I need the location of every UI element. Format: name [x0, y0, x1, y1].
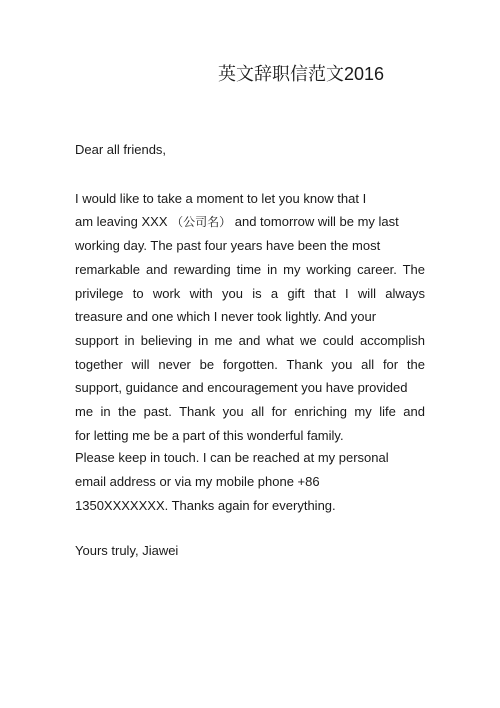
salutation: Dear all friends, — [75, 142, 167, 157]
body-line-2-part-c: and tomorrow will be my last — [231, 214, 399, 229]
body-line-5: privilege to work with you is a gift that I will always — [75, 286, 425, 301]
body-line-3: working day. The past four years have been the most — [75, 238, 381, 253]
body-line-10: me in the past. Thank you all for enriching my life and — [75, 404, 425, 419]
body-line-4: remarkable and rewarding time in my working career. The — [75, 262, 425, 277]
title-chinese: 英文辞职信范文 — [218, 64, 344, 85]
body-line-14: 1350XXXXXXX. Thanks again for everything. — [75, 498, 336, 513]
body-line-6: treasure and one which I never took lightly. And your — [75, 309, 377, 324]
closing-signature: Yours truly, Jiawei — [75, 543, 179, 558]
body-line-11: for letting me be a part of this wonderful family. — [75, 428, 344, 443]
body-line-1: I would like to take a moment to let you know that I — [75, 191, 367, 206]
body-line-2 — [75, 213, 399, 231]
body-line-7: support in believing in me and what we could accomplish — [75, 333, 425, 348]
body-line-12: Please keep in touch. I can be reached at my personal — [75, 450, 389, 465]
body-line-9: support, guidance and encouragement you have provided — [75, 380, 408, 395]
company-name-placeholder: （公司名） — [171, 215, 232, 229]
body-line-13: email address or via my mobile phone +86 — [75, 474, 320, 489]
body-line-2-part-a: am leaving XXX — [75, 214, 168, 229]
body-line-8: together will never be forgotten. Thank you all for the — [75, 357, 425, 372]
title-year: 2016 — [344, 64, 385, 84]
document-title — [218, 62, 384, 87]
